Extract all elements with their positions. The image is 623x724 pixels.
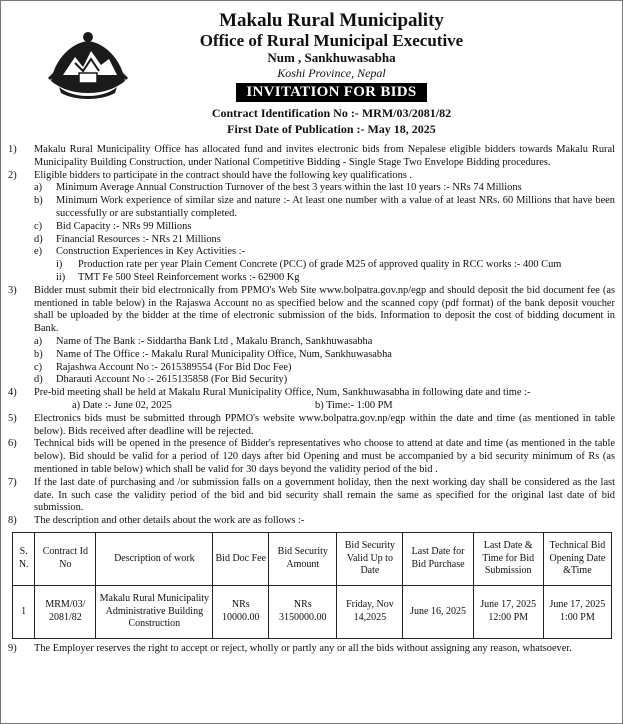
clause-3d: d) Dharauti Account No :- 2615135858 (For Bid Security) xyxy=(34,374,288,386)
clause-3c: c) Rajashwa Account No :- 2615389554 (For Bid Doc Fee) xyxy=(34,361,292,373)
clause-3b: b) Name of The Office :- Makalu Rural Municipality Office, Num, Sankhuwasabha xyxy=(34,348,392,360)
nepal-emblem-icon xyxy=(45,29,131,103)
clause-3a: a) Name of The Bank :- Siddartha Bank Ltd , Makalu Branch, Sankhuwasabha xyxy=(34,335,373,347)
clause-6: 6) Technical bids will be opened in the presence of Bidder's representatives who choose to attend at date and time (as mentioned in the table below). Bid should be valid for a period of 120 days after bid Opening and must be accompanied by a bid security minimum of Rs (as mentioned in table below) which shall be valid for 30 days beyond the validity period of the bid . xyxy=(8,438,615,475)
header-security-validity: Bid Security Valid Up to Date xyxy=(337,532,403,585)
header-last-purchase: Last Date for Bid Purchase xyxy=(403,532,473,585)
clause-5: 5) Electronics bids must be submitted through PPMO's website www.bolpatra.gov.np/egp within the date and time (as mentioned in table below). Bids received after deadline will be rejected. xyxy=(8,412,615,437)
header-sn: S. N. xyxy=(13,532,35,585)
pre-bid-time: b) Time:- 1:00 PM xyxy=(315,399,393,411)
contract-identification: Contract Identification No :- MRM/03/2081/82 xyxy=(211,106,452,120)
notice-body xyxy=(8,144,615,656)
cell-bid-security-amount: NRs 3150000.00 xyxy=(269,585,337,638)
clause-2d: d) Financial Resources :- NRs 21 Millions xyxy=(34,233,221,245)
clause-2c: c) Bid Capacity :- NRs 99 Millions xyxy=(34,220,192,232)
clause-2e-i: i) Production rate per year Plain Cement Concrete (PCC) of grade M25 of approved quality in RCC works :- 400 Cum xyxy=(56,259,562,271)
header-bid-doc-fee: Bid Doc Fee xyxy=(213,532,269,585)
municipality-name: Makalu Rural Municipality xyxy=(219,10,444,31)
publication-date: First Date of Publication :- May 18, 2025 xyxy=(227,122,436,136)
cell-last-purchase: June 16, 2025 xyxy=(403,585,473,638)
cell-sn: 1 xyxy=(13,585,35,638)
header-description: Description of work xyxy=(96,532,213,585)
work-details-table xyxy=(12,532,612,639)
cell-opening: June 17, 2025 1:00 PM xyxy=(543,585,611,638)
header-opening: Technical Bid Opening Date &Time xyxy=(543,532,611,585)
table-row xyxy=(13,585,612,638)
clause-9: 9) The Employer reserves the right to accept or reject, wholly or partly any or all the bids without assigning any reason, whatsoever. xyxy=(8,642,572,654)
header-contract-id: Contract Id No xyxy=(35,532,96,585)
cell-security-validity: Friday, Nov 14,2025 xyxy=(337,585,403,638)
clause-2a: a) Minimum Average Annual Construction Turnover of the best 3 years within the last 10 years :- NRs 74 Millions xyxy=(34,182,522,194)
clause-2: 2) Eligible bidders to participate in the contract should have the following key qualifications . xyxy=(8,169,412,181)
clause-3: 3) Bidder must submit their bid electronically from PPMO's Web Site www.bolpatra.gov.np/egp and should deposit the bid document fee (as mentioned in table below) in the Rajaswa Account no as specified below and the scanned copy (pdf format) of the bank deposit voucher shall be uploaded by the bidder at the time of electronic submission of the bids. Information to deposit the cost of bidding document in Bank. xyxy=(8,284,615,335)
invitation-banner: INVITATION FOR BIDS xyxy=(236,83,426,102)
clause-7: 7) If the last date of purchasing and /or submission falls on a government holiday, then the next working day shall be considered as the last date. In such case the validity period of the bid and bid security shall remain the same as specified for the original last date of bid submission. xyxy=(8,476,615,514)
table-header-row xyxy=(13,532,612,585)
province-name: Koshi Province, Nepal xyxy=(277,66,386,80)
pre-bid-schedule xyxy=(8,400,615,413)
clause-8: 8) The description and other details about the work are as follows :- xyxy=(8,515,305,527)
pre-bid-date: a) Date :- June 02, 2025 xyxy=(72,399,172,411)
cell-description: Makalu Rural Municipality Administrative Building Construction xyxy=(96,585,213,638)
clause-2e-ii: ii) TMT Fe 500 Steel Reinforcement works :- 62900 Kg xyxy=(56,271,300,283)
office-location: Num , Sankhuwasabha xyxy=(267,50,396,65)
clause-4: 4) Pre-bid meeting shall be held at Makalu Rural Municipality Office, Num, Sankhuwasabha in following date and time :- xyxy=(8,387,531,399)
header-bid-security-amount: Bid Security Amount xyxy=(269,532,337,585)
clause-2e: e) Construction Experiences in Key Activities :- xyxy=(34,246,246,258)
header-last-submission: Last Date & Time for Bid Submission xyxy=(473,532,543,585)
clause-1: 1) Makalu Rural Municipality Office has allocated fund and invites electronic bids from Nepalese eligible bidders towards Makalu Rural Municipality Building Construction, under National Competitive Bidding - Single Stage Two Envelope Bidding procedures. xyxy=(8,144,615,168)
cell-bid-doc-fee: NRs 10000.00 xyxy=(213,585,269,638)
cell-last-submission: June 17, 2025 12:00 PM xyxy=(473,585,543,638)
clause-2b: b) Minimum Work experience of similar size and nature :- At least one number with a value of at least NRs. 60 Millions that have been successfully or are substantially completed. xyxy=(34,195,615,219)
cell-contract-id: MRM/03/ 2081/82 xyxy=(35,585,96,638)
office-name: Office of Rural Municipal Executive xyxy=(199,31,464,50)
